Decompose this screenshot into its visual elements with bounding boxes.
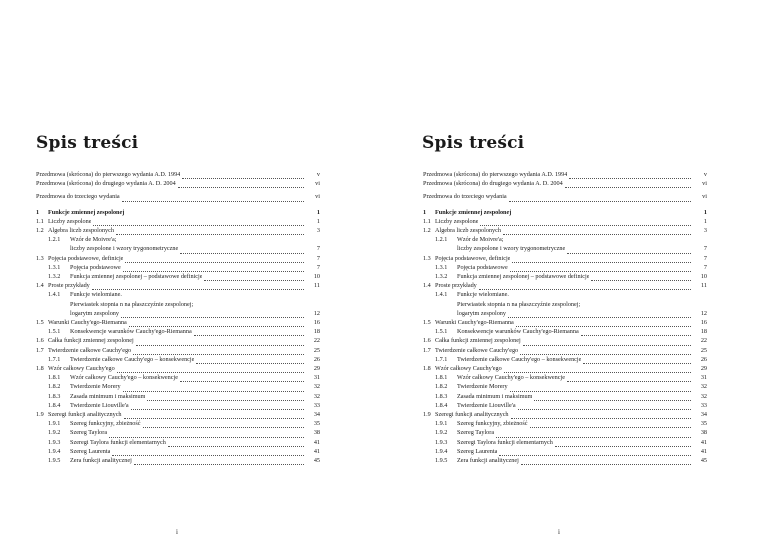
dot-leader bbox=[511, 413, 691, 419]
dot-leader bbox=[92, 284, 304, 290]
entry-page: 32 bbox=[313, 392, 320, 400]
entry-page: 3 bbox=[703, 227, 707, 235]
entry-number: 1.7.1 bbox=[48, 355, 61, 363]
dot-leader bbox=[508, 312, 691, 318]
entry-page: 35 bbox=[700, 420, 707, 428]
toc-entry[interactable] bbox=[36, 456, 320, 465]
entry-page: 33 bbox=[700, 401, 707, 409]
entry-number: 1.3.2 bbox=[48, 273, 61, 281]
entry-number: 1.2.1 bbox=[48, 236, 61, 244]
entry-page: vi bbox=[702, 193, 707, 201]
entry-page: 45 bbox=[313, 457, 320, 465]
entry-page: 22 bbox=[700, 337, 707, 345]
toc-entry[interactable] bbox=[36, 419, 320, 428]
entry-page: 1 bbox=[703, 217, 707, 225]
dot-leader bbox=[555, 441, 691, 447]
page-number: i bbox=[558, 528, 560, 536]
entry-number: 1.1 bbox=[423, 217, 431, 225]
toc-entry[interactable] bbox=[423, 364, 707, 373]
entry-title: Wzór całkowy Cauchy'ego bbox=[435, 365, 502, 373]
toc-entry[interactable] bbox=[423, 300, 707, 309]
entry-title: Przedmowa (skrócona) do drugiego wydania A. D. 2004 bbox=[423, 180, 563, 188]
page-title: Spis treści bbox=[36, 133, 139, 153]
entry-page: 1 bbox=[316, 217, 320, 225]
entry-page: vi bbox=[315, 180, 320, 188]
entry-page: 7 bbox=[316, 263, 320, 271]
dot-leader bbox=[480, 220, 691, 226]
entry-page: 32 bbox=[700, 392, 707, 400]
entry-title: Pojęcia podstawowe bbox=[457, 263, 508, 271]
toc-entry[interactable] bbox=[36, 272, 320, 281]
entry-number: 1.9.3 bbox=[435, 438, 448, 446]
entry-page: 26 bbox=[700, 355, 707, 363]
entry-number: 1.5 bbox=[36, 319, 44, 327]
dot-leader bbox=[569, 173, 691, 179]
dot-leader bbox=[194, 330, 304, 336]
entry-number: 1.9 bbox=[423, 411, 431, 419]
dot-leader bbox=[510, 386, 691, 392]
toc-entry[interactable] bbox=[36, 392, 320, 401]
toc-front-matter[interactable] bbox=[423, 192, 707, 201]
toc-entry[interactable] bbox=[423, 447, 707, 456]
dot-leader bbox=[509, 196, 691, 202]
entry-page: 18 bbox=[313, 328, 320, 336]
entry-title: Przedmowa (skrócona) do pierwszego wydania A.D. 1994 bbox=[423, 171, 568, 178]
toc-entry[interactable] bbox=[36, 346, 320, 355]
dot-leader bbox=[581, 330, 691, 336]
entry-title: Szeregi funkcji analitycznych bbox=[435, 411, 509, 419]
entry-title: Funkcja zmiennej zespolonej – podstawowe definicje bbox=[70, 273, 203, 281]
entry-number: 1.3.1 bbox=[48, 263, 61, 271]
toc-entry[interactable] bbox=[36, 217, 320, 226]
dot-leader bbox=[513, 212, 691, 217]
entry-title: Liczby zespolone bbox=[435, 217, 479, 225]
entry-title: Całka funkcji zmiennej zespolonej bbox=[435, 337, 521, 345]
entry-page: 22 bbox=[313, 337, 320, 345]
entry-title: Szeregi funkcji analitycznych bbox=[48, 411, 122, 419]
entry-title: Szereg Taylora bbox=[457, 429, 495, 437]
entry-title: Szereg Laurenta bbox=[457, 447, 498, 455]
toc-entry[interactable] bbox=[36, 428, 320, 437]
entry-number: 1.6 bbox=[36, 337, 44, 345]
toc-entry[interactable] bbox=[423, 392, 707, 401]
toc-front-matter[interactable] bbox=[36, 192, 320, 201]
entry-page: v bbox=[316, 171, 320, 178]
dot-leader bbox=[122, 196, 304, 202]
toc-entry[interactable] bbox=[423, 419, 707, 428]
entry-page: 18 bbox=[700, 328, 707, 336]
toc-entry[interactable] bbox=[423, 290, 707, 299]
dot-leader bbox=[591, 275, 691, 281]
dot-leader bbox=[503, 229, 691, 235]
dot-leader bbox=[523, 340, 691, 346]
dot-leader bbox=[479, 284, 691, 290]
page-number: i bbox=[176, 528, 178, 536]
entry-title: Wzór całkowy Cauchy'ego – konsekwencje bbox=[70, 374, 178, 382]
toc-entry[interactable] bbox=[423, 254, 707, 263]
toc-entry[interactable] bbox=[423, 244, 707, 253]
entry-title: Warunki Cauchy'ego-Riemanna bbox=[435, 319, 514, 327]
entry-title: Zera funkcji analitycznej bbox=[70, 457, 132, 465]
dot-leader bbox=[518, 404, 691, 410]
toc-entry[interactable] bbox=[36, 235, 320, 244]
toc-entry[interactable] bbox=[36, 254, 320, 263]
entry-title: Szereg funkcyjny, zbieżność bbox=[457, 420, 528, 428]
entry-number: 1 bbox=[36, 208, 40, 216]
entry-number: 1.3 bbox=[36, 254, 44, 262]
entry-title: Twierdzenie Liouville'a bbox=[70, 401, 129, 409]
dot-leader bbox=[168, 441, 304, 447]
entry-page: 31 bbox=[700, 374, 707, 382]
entry-title: Wzór całkowy Cauchy'ego – konsekwencje bbox=[457, 374, 565, 382]
entry-title: Proste przykłady bbox=[48, 282, 90, 290]
entry-title: Wzór całkowy Cauchy'ego bbox=[48, 365, 115, 373]
toc-entry[interactable] bbox=[423, 226, 707, 235]
entry-number: 1.9.2 bbox=[435, 429, 448, 437]
dot-leader bbox=[565, 182, 691, 188]
toc-entry[interactable] bbox=[36, 373, 320, 382]
entry-title: logarytm zespolony bbox=[70, 309, 119, 317]
entry-title: Twierdzenie Liouville'a bbox=[457, 401, 516, 409]
entry-page: 11 bbox=[701, 282, 707, 290]
entry-page: 25 bbox=[700, 346, 707, 354]
entry-title: Proste przykłady bbox=[435, 282, 477, 290]
toc-entry[interactable] bbox=[423, 281, 707, 290]
entry-page: 16 bbox=[700, 319, 707, 327]
entry-page: 29 bbox=[313, 365, 320, 373]
entry-page: 3 bbox=[316, 227, 320, 235]
entry-page: 41 bbox=[313, 438, 320, 446]
dot-leader bbox=[204, 275, 304, 281]
toc-entry[interactable] bbox=[423, 235, 707, 244]
entry-title: Szereg Laurenta bbox=[70, 447, 111, 455]
page-title: Spis treści bbox=[422, 133, 525, 153]
toc-entry[interactable] bbox=[36, 281, 320, 290]
dot-leader bbox=[147, 395, 304, 401]
toc-front-matter[interactable] bbox=[36, 170, 320, 179]
table-of-contents bbox=[36, 170, 320, 465]
entry-number: 1.3.1 bbox=[435, 263, 448, 271]
toc-entry[interactable] bbox=[36, 438, 320, 447]
entry-title: Zasada minimum i maksimum bbox=[70, 392, 146, 400]
entry-title: Całka funkcji zmiennej zespolonej bbox=[48, 337, 134, 345]
entry-number: 1.2.1 bbox=[435, 236, 448, 244]
entry-number: 1.9 bbox=[36, 411, 44, 419]
toc-front-matter[interactable] bbox=[423, 179, 707, 188]
toc-entry[interactable] bbox=[423, 263, 707, 272]
entry-page: vi bbox=[702, 180, 707, 188]
toc-entry[interactable] bbox=[36, 244, 320, 253]
dot-leader bbox=[534, 395, 691, 401]
entry-page: 32 bbox=[313, 383, 320, 391]
dot-leader bbox=[112, 450, 304, 456]
entry-title: Funkcje wielomiane. bbox=[457, 291, 509, 299]
entry-page: 32 bbox=[700, 383, 707, 391]
entry-title: Funkcja zmiennej zespolonej – podstawowe definicje bbox=[457, 273, 590, 281]
toc-front-matter[interactable] bbox=[423, 170, 707, 179]
entry-page: 11 bbox=[314, 282, 320, 290]
entry-page: 12 bbox=[313, 309, 320, 317]
dot-leader bbox=[196, 358, 304, 364]
entry-page: v bbox=[703, 171, 707, 178]
entry-title: Przedmowa (skrócona) do pierwszego wydania A.D. 1994 bbox=[36, 171, 181, 178]
entry-title: Algebra liczb zespolonych bbox=[435, 227, 501, 235]
entry-number: 1.8.1 bbox=[48, 374, 61, 382]
toc-entry[interactable] bbox=[36, 327, 320, 336]
toc-entry[interactable] bbox=[423, 309, 707, 318]
dot-leader bbox=[530, 422, 691, 428]
entry-number: 1.4.1 bbox=[435, 291, 448, 299]
toc-entry[interactable] bbox=[36, 336, 320, 345]
entry-title: Twierdzenie Morery bbox=[70, 383, 121, 391]
entry-page: 26 bbox=[313, 355, 320, 363]
toc-entry[interactable] bbox=[36, 318, 320, 327]
entry-page: 38 bbox=[700, 429, 707, 437]
toc-entry[interactable] bbox=[36, 263, 320, 272]
entry-title: Twierdzenie całkowe Cauchy'ego – konsekwencje bbox=[457, 355, 582, 363]
entry-number: 1.1 bbox=[36, 217, 44, 225]
entry-title: liczby zespolone i wzory trygonometryczne bbox=[457, 245, 566, 253]
entry-title: Szereg funkcyjny, zbieżność bbox=[70, 420, 141, 428]
entry-page: 7 bbox=[703, 254, 707, 262]
toc-chapter[interactable] bbox=[423, 208, 707, 217]
dot-leader bbox=[124, 413, 304, 419]
entry-page: 34 bbox=[700, 411, 707, 419]
entry-title: Twierdzenie całkowe Cauchy'ego bbox=[48, 346, 132, 354]
entry-title: Przedmowa do trzeciego wydania bbox=[423, 193, 507, 201]
dot-leader bbox=[116, 229, 304, 235]
toc-entry[interactable] bbox=[36, 226, 320, 235]
toc-entry[interactable] bbox=[36, 290, 320, 299]
entry-number: 1 bbox=[423, 208, 427, 216]
entry-number: 1.9.1 bbox=[435, 420, 448, 428]
entry-title: Szereg Taylora bbox=[70, 429, 108, 437]
dot-leader bbox=[93, 220, 304, 226]
entry-title: Pojęcia podstawowe, definicje bbox=[435, 254, 511, 262]
entry-number: 1.5.1 bbox=[435, 328, 448, 336]
toc-entry[interactable] bbox=[423, 346, 707, 355]
dot-leader bbox=[180, 248, 304, 254]
entry-page: 33 bbox=[313, 401, 320, 409]
toc-entry[interactable] bbox=[423, 410, 707, 419]
entry-page: 16 bbox=[313, 319, 320, 327]
entry-page: 10 bbox=[700, 273, 707, 281]
entry-title: Pierwiastek stopnia n na płaszczyźnie zespolonej; bbox=[70, 300, 194, 308]
dot-leader bbox=[567, 248, 691, 254]
entry-number: 1.9.4 bbox=[435, 447, 448, 455]
table-of-contents bbox=[423, 170, 707, 465]
entry-number: 1.9.5 bbox=[435, 457, 448, 465]
entry-page: 41 bbox=[313, 447, 320, 455]
entry-number: 1.6 bbox=[423, 337, 431, 345]
toc-entry[interactable] bbox=[423, 336, 707, 345]
entry-number: 1.4 bbox=[36, 282, 44, 290]
entry-number: 1.3.2 bbox=[435, 273, 448, 281]
entry-page: vi bbox=[315, 193, 320, 201]
dot-leader bbox=[195, 304, 304, 309]
toc-entry[interactable] bbox=[423, 327, 707, 336]
entry-number: 1.5.1 bbox=[48, 328, 61, 336]
entry-number: 1.8.3 bbox=[435, 392, 448, 400]
dot-leader bbox=[123, 386, 304, 392]
entry-title: Szeregi Taylora funkcji elementarnych bbox=[70, 438, 166, 446]
entry-number: 1.8.1 bbox=[435, 374, 448, 382]
toc-entry[interactable] bbox=[423, 438, 707, 447]
toc-entry[interactable] bbox=[423, 373, 707, 382]
entry-number: 1.9.4 bbox=[48, 447, 61, 455]
entry-title: Przedmowa do trzeciego wydania bbox=[36, 193, 120, 201]
dot-leader bbox=[136, 340, 304, 346]
dot-leader bbox=[521, 459, 691, 465]
entry-page: 1 bbox=[316, 208, 320, 216]
entry-title: Pojęcia podstawowe bbox=[70, 263, 121, 271]
entry-page: 7 bbox=[703, 245, 707, 253]
entry-title: Konsekwencje warunków Cauchy'ego-Riemanna bbox=[457, 328, 579, 336]
entry-title: logarytm zespolony bbox=[457, 309, 506, 317]
dot-leader bbox=[125, 257, 304, 263]
entry-page: 38 bbox=[313, 429, 320, 437]
toc-entry[interactable] bbox=[36, 364, 320, 373]
entry-number: 1.8.3 bbox=[48, 392, 61, 400]
entry-number: 1.5 bbox=[423, 319, 431, 327]
entry-number: 1.7.1 bbox=[435, 355, 448, 363]
entry-title: Wzór de Moivre'a; bbox=[457, 236, 504, 244]
entry-number: 1.4.1 bbox=[48, 291, 61, 299]
entry-number: 1.8.4 bbox=[435, 401, 448, 409]
toc-entry[interactable] bbox=[36, 410, 320, 419]
toc-entry[interactable] bbox=[423, 318, 707, 327]
toc-entry[interactable] bbox=[36, 300, 320, 309]
entry-title: liczby zespolone i wzory trygonometryczne bbox=[70, 245, 179, 253]
dot-leader bbox=[182, 173, 304, 179]
entry-title: Szeregi Taylora funkcji elementarnych bbox=[457, 438, 553, 446]
dot-leader bbox=[499, 450, 691, 456]
dot-leader bbox=[121, 312, 304, 318]
toc-entry[interactable] bbox=[36, 355, 320, 364]
entry-title: Twierdzenie Morery bbox=[457, 383, 508, 391]
dot-leader bbox=[180, 376, 304, 382]
entry-page: 29 bbox=[700, 365, 707, 373]
entry-number: 1.7 bbox=[36, 346, 44, 354]
dot-leader bbox=[583, 358, 691, 364]
toc-entry[interactable] bbox=[423, 382, 707, 391]
entry-title: Zasada minimum i maksimum bbox=[457, 392, 533, 400]
toc-entry[interactable] bbox=[423, 272, 707, 281]
toc-front-matter[interactable] bbox=[36, 179, 320, 188]
entry-page: 41 bbox=[700, 438, 707, 446]
toc-entry[interactable] bbox=[36, 447, 320, 456]
dot-leader bbox=[178, 182, 304, 188]
entry-number: 1.9.2 bbox=[48, 429, 61, 437]
entry-page: 41 bbox=[700, 447, 707, 455]
dot-leader bbox=[512, 257, 691, 263]
entry-number: 1.2 bbox=[423, 227, 431, 235]
entry-page: 7 bbox=[316, 254, 320, 262]
entry-title: Funkcje zmiennej zespolonej bbox=[435, 208, 512, 216]
toc-entry[interactable] bbox=[36, 382, 320, 391]
entry-page: 10 bbox=[313, 273, 320, 281]
dot-leader bbox=[143, 422, 304, 428]
entry-number: 1.2 bbox=[36, 227, 44, 235]
entry-number: 1.4 bbox=[423, 282, 431, 290]
toc-entry[interactable] bbox=[423, 355, 707, 364]
entry-page: 7 bbox=[316, 245, 320, 253]
entry-number: 1.9.3 bbox=[48, 438, 61, 446]
entry-page: 7 bbox=[703, 263, 707, 271]
entry-title: Zera funkcji analitycznej bbox=[457, 457, 519, 465]
entry-page: 35 bbox=[313, 420, 320, 428]
entry-number: 1.8.2 bbox=[435, 383, 448, 391]
entry-title: Pierwiastek stopnia n na płaszczyźnie zespolonej; bbox=[457, 300, 581, 308]
entry-title: Twierdzenie całkowe Cauchy'ego – konsekwencje bbox=[70, 355, 195, 363]
dot-leader bbox=[567, 376, 691, 382]
entry-title: Funkcje wielomiane. bbox=[70, 291, 122, 299]
entry-page: 31 bbox=[313, 374, 320, 382]
dot-leader bbox=[126, 212, 304, 217]
entry-page: 34 bbox=[313, 411, 320, 419]
entry-number: 1.9.1 bbox=[48, 420, 61, 428]
entry-number: 1.9.5 bbox=[48, 457, 61, 465]
toc-entry[interactable] bbox=[423, 401, 707, 410]
toc-entry[interactable] bbox=[36, 309, 320, 318]
entry-page: 12 bbox=[700, 309, 707, 317]
entry-page: 25 bbox=[313, 346, 320, 354]
toc-entry[interactable] bbox=[423, 428, 707, 437]
entry-title: Twierdzenie całkowe Cauchy'ego bbox=[435, 346, 519, 354]
entry-number: 1.8 bbox=[36, 365, 44, 373]
dot-leader bbox=[131, 404, 304, 410]
toc-entry[interactable] bbox=[423, 456, 707, 465]
entry-title: Pojęcia podstawowe, definicje bbox=[48, 254, 124, 262]
dot-leader bbox=[582, 304, 691, 309]
entry-page: 45 bbox=[700, 457, 707, 465]
entry-title: Liczby zespolone bbox=[48, 217, 92, 225]
entry-title: Konsekwencje warunków Cauchy'ego-Riemanna bbox=[70, 328, 192, 336]
entry-number: 1.3 bbox=[423, 254, 431, 262]
entry-title: Wzór de Moivre'a; bbox=[70, 236, 117, 244]
entry-title: Warunki Cauchy'ego-Riemanna bbox=[48, 319, 127, 327]
entry-title: Funkcje zmiennej zespolonej bbox=[48, 208, 125, 216]
toc-chapter[interactable] bbox=[36, 208, 320, 217]
entry-number: 1.8.4 bbox=[48, 401, 61, 409]
dot-leader bbox=[134, 459, 304, 465]
entry-page: 1 bbox=[703, 208, 707, 216]
toc-entry[interactable] bbox=[36, 401, 320, 410]
toc-entry[interactable] bbox=[423, 217, 707, 226]
entry-title: Przedmowa (skrócona) do drugiego wydania A. D. 2004 bbox=[36, 180, 176, 188]
entry-title: Algebra liczb zespolonych bbox=[48, 227, 114, 235]
entry-number: 1.8.2 bbox=[48, 383, 61, 391]
entry-number: 1.7 bbox=[423, 346, 431, 354]
entry-number: 1.8 bbox=[423, 365, 431, 373]
page-right bbox=[384, 0, 768, 549]
